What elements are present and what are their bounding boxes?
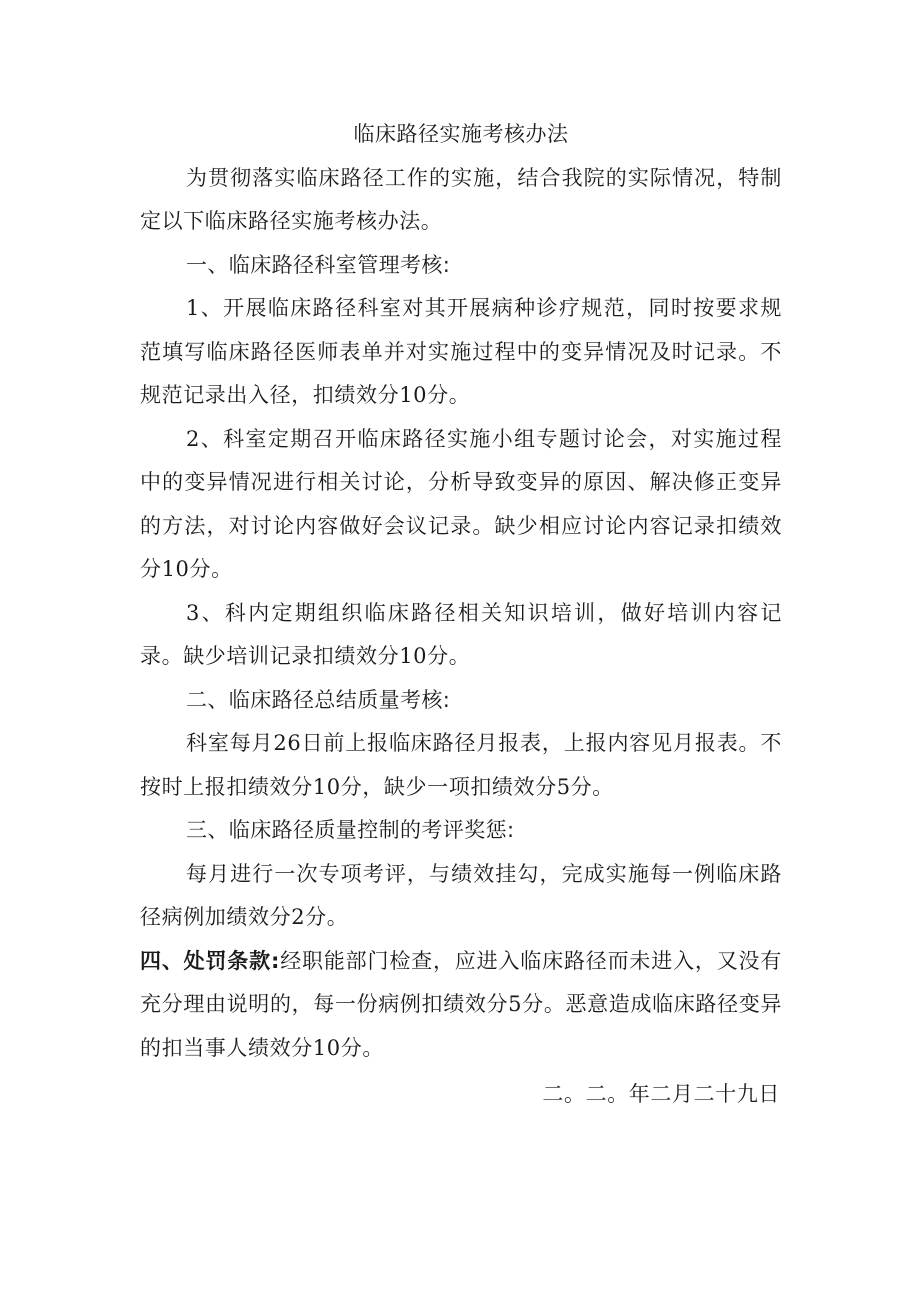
section3-body: 每月进行一次专项考评，与绩效挂勾，完成实施每一例临床路径病例加绩效分2分。 — [140, 861, 782, 929]
section4-heading: 四、处罚条款: — [140, 948, 280, 973]
section1-item-3: 3、科内定期组织临床路径相关知识培训，做好培训内容记录。缺少培训记录扣绩效分10分。 — [140, 600, 782, 668]
intro-paragraph: 为贯彻落实临床路径工作的实施，结合我院的实际情况，特制定以下临床路径实施考核办法。 — [140, 165, 782, 233]
section1-heading: 一、临床路径科室管理考核: — [186, 252, 451, 277]
document-title: 临床路径实施考核办法 — [353, 122, 569, 146]
section2-heading: 二、临床路径总结质量考核: — [186, 687, 451, 712]
section2-body: 科室每月26日前上报临床路径月报表，上报内容见月报表。不按时上报扣绩效分10分，缺少一项扣绩效分5分。 — [140, 731, 782, 799]
document-body — [140, 113, 782, 1117]
section4-body: 经职能部门检查，应进入临床路径而未进入，又没有充分理由说明的，每一份病例扣绩效分5分。恶意造成临床路径变异的扣当事人绩效分10分。 — [140, 948, 782, 1060]
section1-item-2: 2、科室定期召开临床路径实施小组专题讨论会，对实施过程中的变异情况进行相关讨论，分析导致变异的原因、解决修正变异的方法，对讨论内容做好会议记录。缺少相应讨论内容记录扣绩效分10分。 — [140, 426, 782, 581]
section3-heading: 三、临床路径质量控制的考评奖惩: — [186, 818, 515, 842]
section1-item-1: 1、开展临床路径科室对其开展病种诊疗规范，同时按要求规范填写临床路径医师表单并对实施过程中的变异情况及时记录。不规范记录出入径，扣绩效分10分。 — [140, 296, 782, 407]
document-date: 二。二。年二月二十九日 — [542, 1082, 780, 1106]
section4-paragraph — [140, 940, 782, 1071]
